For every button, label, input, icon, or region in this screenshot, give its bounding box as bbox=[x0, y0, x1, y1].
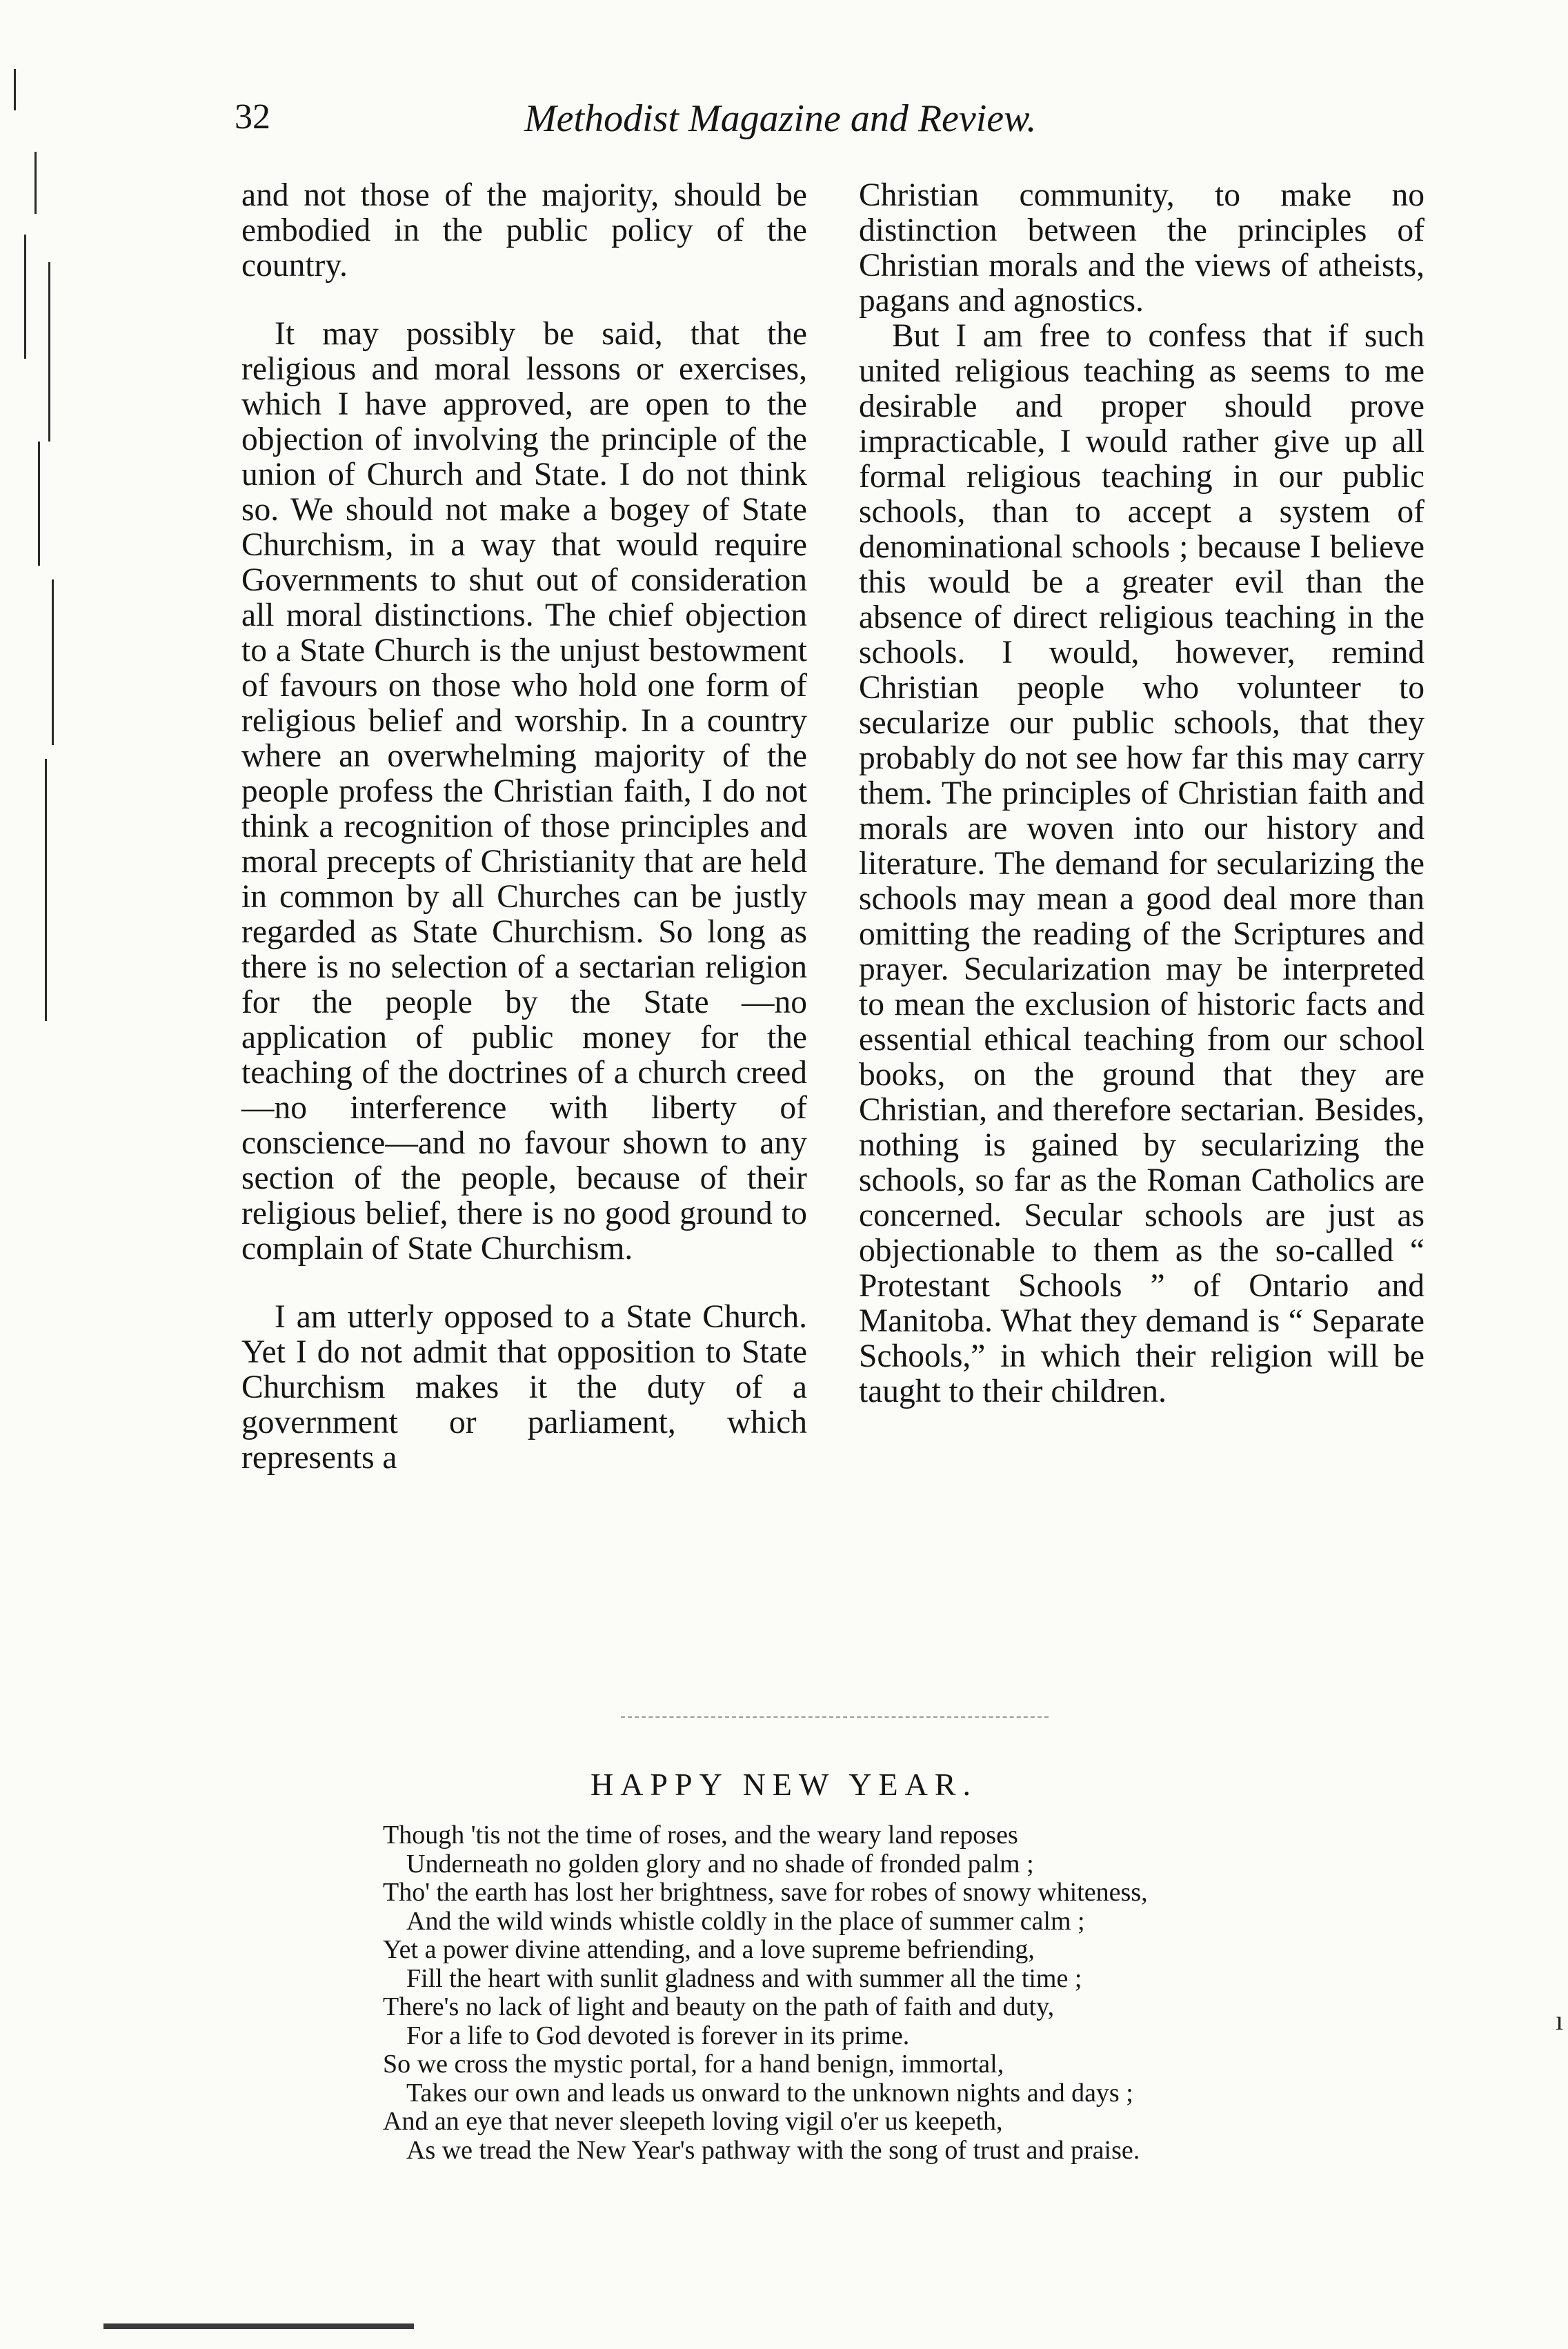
poem bbox=[383, 1821, 1418, 2165]
poem-line: And the wild winds whistle coldly in the place of summer calm ; bbox=[406, 1906, 1085, 1936]
poem-line: Takes our own and leads us onward to the unknown nights and days ; bbox=[406, 2078, 1133, 2108]
paragraph: and not those of the majority, should be embodied in the public policy of the country. bbox=[241, 177, 807, 284]
running-head bbox=[235, 97, 1366, 152]
bottom-rule bbox=[103, 2323, 414, 2329]
paragraph: I am utterly opposed to a State Church. Yet I do not admit that opposition to State Churchism makes it the duty of a government or parliament, which represents a bbox=[241, 1299, 807, 1476]
poem-line: As we tread the New Year's pathway with the song of trust and praise. bbox=[406, 2135, 1140, 2165]
poem-line: For a life to God devoted is forever in its prime. bbox=[406, 2021, 910, 2050]
journal-title: Methodist Magazine and Review. bbox=[524, 97, 1037, 140]
poem-line: So we cross the mystic portal, for a hand benign, immortal, bbox=[383, 2050, 1004, 2079]
binding-gutter-marks bbox=[0, 55, 76, 1021]
stray-ink-mark: ı bbox=[1556, 2005, 1564, 2036]
left-column bbox=[241, 178, 807, 1476]
paragraph: But I am free to confess that if such united religious teaching as seems to me desirable and proper should prove impracticable, I would rather give up all formal religious teaching in our public schools, than to accept a system of denominational schools ; because I believe this would be a greater evil than the absence of direct religious teaching in the schools. I would, however, remind Christian people who volunteer to secularize our public schools, that they probably do not see how far this may carry them. The principles of Christian faith and morals are woven into our history and literature. The demand for secularizing the schools may mean a good deal more than omitting the reading of the Scriptures and prayer. Secularization may be interpreted to mean the exclusion of historic facts and essential ethical teaching from our school books, on the ground that they are Christian, and therefore sectarian. Besides, nothing is gained by secularizing the schools, so far as the Roman Catholics are concerned. Secular schools are just as objectionable to them as the so-called “ Protestant Schools ” of Ontario and Manitoba. What they demand is “ Separate Schools,” in which their religion will be taught to their children. bbox=[859, 318, 1425, 1409]
poem-line: And an eye that never sleepeth loving vigil o'er us keepeth, bbox=[383, 2107, 1003, 2136]
poem-line: Yet a power divine attending, and a love supreme befriending, bbox=[383, 1935, 1035, 1964]
poem-line: Though 'tis not the time of roses, and the weary land reposes bbox=[383, 1821, 1018, 1850]
poem-line: Tho' the earth has lost her brightness, save for robes of snowy whiteness, bbox=[383, 1878, 1148, 1907]
poem-line: There's no lack of light and beauty on the path of faith and duty, bbox=[383, 1992, 1055, 2021]
paragraph: It may possibly be said, that the religious and moral lessons or exercises, which I have approved, are open to the objection of involving the principle of the union of Church and State. I do not think so. We should not make a bogey of State Churchism, in a way that would require Governments to shut out of consideration all moral distinctions. The chief objection to a State Church is the unjust bestowment of favours on those who hold one form of religious belief and worship. In a country where an overwhelming majority of the people profess the Christian faith, I do not think a recognition of those principles and moral precepts of Christianity that are held in common by all Churches can be justly regarded as State Churchism. So long as there is no selection of a sectarian religion for the people by the State —no application of public money for the teaching of the doctrines of a church creed—no interference with liberty of conscience—and no favour shown to any section of the people, because of their religious belief, there is no good ground to complain of State Churchism. bbox=[241, 316, 807, 1267]
page-number: 32 bbox=[235, 97, 270, 137]
poem-line: Fill the heart with sunlit gladness and with summer all the time ; bbox=[406, 1963, 1082, 1993]
poem-title: HAPPY NEW YEAR. bbox=[590, 1767, 978, 1802]
right-column bbox=[859, 178, 1425, 1409]
poem-line: Underneath no golden glory and no shade of fronded palm ; bbox=[406, 1849, 1034, 1879]
section-divider bbox=[621, 1716, 1049, 1718]
paragraph: Christian community, to make no distinction between the principles of Christian morals and the views of atheists, pagans and agnostics. bbox=[859, 177, 1425, 319]
